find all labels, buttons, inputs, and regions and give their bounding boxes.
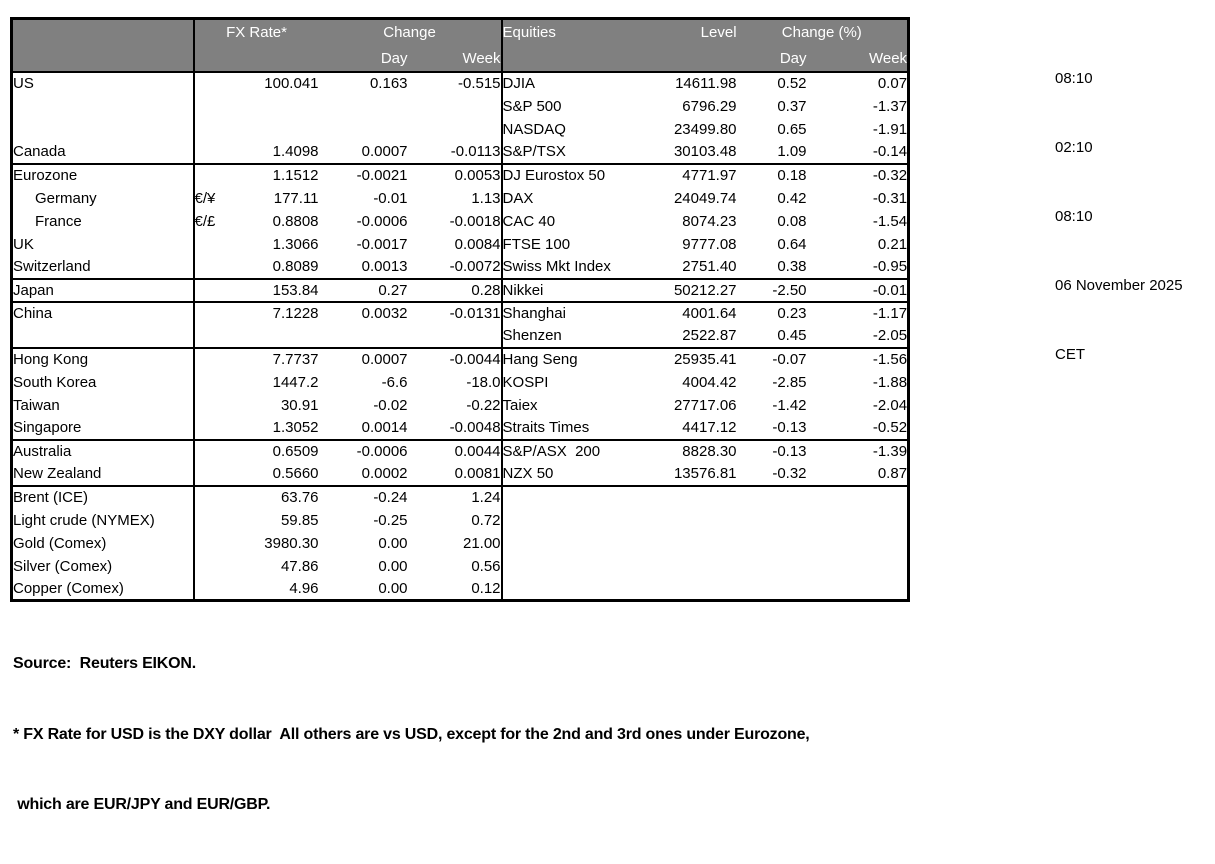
- equity-week-change: [807, 486, 909, 509]
- fx-day-change: 0.163: [369, 75, 408, 92]
- fx-rate-value: 63.76: [280, 489, 319, 506]
- fx-week-change: -0.0044: [449, 351, 501, 368]
- fx-week-change: 1.24: [471, 489, 501, 506]
- table-row: [12, 279, 909, 302]
- blank-header-cell: [194, 46, 242, 72]
- fx-day-subheader: Day: [319, 46, 408, 72]
- fx-week-change: 0.0081: [408, 463, 502, 486]
- equity-level: 4001.64: [682, 305, 737, 322]
- table-row: [12, 72, 909, 95]
- fx-pair-label: [194, 532, 242, 555]
- fx-region-label: Taiwan: [12, 394, 194, 417]
- equity-day-change: -0.13: [737, 417, 807, 440]
- equity-day-change: 0.37: [777, 97, 807, 115]
- equity-day-change: 0.38: [737, 256, 807, 279]
- fx-rate-value: 7.7737: [272, 351, 319, 368]
- equity-week-change: [807, 578, 909, 601]
- equity-level: [632, 578, 737, 601]
- fx-week-change: 1.13: [471, 189, 501, 207]
- equity-day-change: 0.64: [777, 235, 807, 253]
- update-time-1: 08:10: [1055, 70, 1093, 87]
- fx-day-change: -0.02: [373, 396, 408, 414]
- equity-level: 50212.27: [632, 279, 737, 302]
- fx-rate-value: 153.84: [242, 279, 319, 302]
- timezone-label: CET: [1055, 346, 1085, 363]
- equity-level: 8828.30: [682, 443, 737, 460]
- equity-level: [632, 486, 737, 509]
- equity-name: [502, 532, 632, 555]
- fx-week-change: 0.56: [471, 557, 501, 575]
- change-pct-header: Change (%): [737, 19, 909, 46]
- equity-week-change: -1.39: [872, 443, 908, 460]
- equity-level: 4771.97: [682, 167, 737, 184]
- equity-name: [502, 509, 632, 532]
- fx-rate-value: 177.11: [273, 189, 319, 207]
- fx-pair-label: [194, 141, 242, 164]
- fx-week-change: -0.0113: [408, 141, 502, 164]
- fx-week-change: 0.28: [408, 279, 502, 302]
- equity-level: 24049.74: [673, 189, 737, 207]
- fx-region-label: Brent (ICE): [12, 486, 194, 509]
- fx-rate-value: 1.3052: [242, 417, 319, 440]
- fx-rate-value: 0.8808: [272, 212, 319, 230]
- equity-level: [632, 532, 737, 555]
- fx-region-label: [12, 118, 194, 141]
- fx-region-label: Japan: [12, 279, 194, 302]
- equity-day-change: 0.45: [737, 325, 807, 348]
- fx-day-change: -6.6: [381, 373, 408, 391]
- fx-pair-label: [194, 417, 242, 440]
- table-row: [12, 486, 909, 509]
- fx-day-change: 0.27: [319, 279, 408, 302]
- equity-week-change: -1.88: [872, 373, 908, 391]
- fx-week-change: -18.0: [466, 373, 501, 391]
- equity-name: DJ Eurostox 50: [502, 164, 632, 187]
- fx-pair-label: €/¥: [194, 189, 216, 207]
- equity-name: Taiex: [502, 394, 632, 417]
- equity-day-change: -2.50: [737, 279, 807, 302]
- fx-region-label: France: [12, 210, 194, 233]
- fx-week-change: -0.0048: [408, 417, 502, 440]
- table-row: [12, 256, 909, 279]
- table-row: [12, 578, 909, 601]
- fx-day-change: -0.25: [373, 511, 408, 529]
- fx-rate-value: 0.6509: [272, 443, 319, 460]
- equity-name: CAC 40: [502, 210, 632, 233]
- fx-day-change: 0.0007: [361, 351, 408, 368]
- blank-header-cell: [12, 19, 194, 46]
- equity-day-change: -0.07: [772, 351, 807, 368]
- fx-region-label: Australia: [12, 440, 194, 463]
- equity-week-change: [807, 555, 909, 578]
- fx-pair-label: [194, 279, 242, 302]
- fx-day-change: [319, 118, 408, 141]
- fx-region-label: New Zealand: [12, 463, 194, 486]
- fx-region-label: Eurozone: [12, 164, 194, 187]
- equity-week-change: -1.91: [872, 120, 908, 138]
- equity-level: 8074.23: [682, 212, 737, 230]
- market-table-body: [12, 72, 909, 601]
- equity-day-change: [737, 555, 807, 578]
- table-row: [12, 532, 909, 555]
- fx-region-label: [12, 95, 194, 118]
- table-row: [12, 394, 909, 417]
- fx-region-label: Germany: [12, 187, 194, 210]
- table-header: [12, 19, 909, 72]
- fx-region-label: Hong Kong: [12, 348, 194, 371]
- equity-day-change: 0.52: [777, 75, 807, 92]
- fx-day-change: 0.0002: [319, 463, 408, 486]
- equity-level: 4417.12: [632, 417, 737, 440]
- equity-day-change: 0.18: [777, 167, 807, 184]
- equity-week-change: -0.31: [872, 189, 908, 207]
- blank-header-cell: [632, 46, 737, 72]
- equity-name: S&P 500: [502, 95, 632, 118]
- fx-pair-label: €/£: [194, 212, 216, 230]
- fx-pair-label: [194, 578, 242, 601]
- fx-region-label: Switzerland: [12, 256, 194, 279]
- fx-day-change: 0.00: [378, 579, 408, 597]
- equity-name: NASDAQ: [502, 118, 632, 141]
- fx-region-label: Copper (Comex): [12, 578, 194, 601]
- table-row: [12, 509, 909, 532]
- eq-day-subheader: Day: [737, 46, 807, 72]
- equities-header: Equities: [502, 19, 632, 46]
- equity-name: [502, 578, 632, 601]
- table-row: [12, 325, 909, 348]
- fx-rate-value: 30.91: [280, 396, 319, 414]
- level-header: Level: [632, 19, 737, 46]
- fx-pair-label: [194, 302, 242, 325]
- fx-week-change: 21.00: [462, 534, 501, 552]
- fx-rate-value: 7.1228: [272, 305, 319, 322]
- source-line: Source: Reuters EIKON.: [13, 655, 197, 672]
- header-row-1: [12, 19, 909, 46]
- equity-week-change: -2.04: [872, 396, 908, 414]
- equity-level: 23499.80: [673, 120, 737, 138]
- equity-week-change: -0.95: [807, 256, 909, 279]
- table-row: [12, 371, 909, 394]
- fx-day-change: [319, 325, 408, 348]
- fx-pair-label: [194, 394, 242, 417]
- equity-day-change: [737, 578, 807, 601]
- eq-week-subheader: Week: [807, 46, 909, 72]
- fx-pair-label: [194, 371, 242, 394]
- equity-level: 2751.40: [632, 256, 737, 279]
- fx-pair-label: [194, 256, 242, 279]
- equity-day-change: 0.23: [777, 305, 807, 322]
- fx-day-change: 0.0007: [319, 141, 408, 164]
- fx-week-change: -0.22: [466, 396, 501, 414]
- equity-name: S&P/ASX 200: [502, 440, 632, 463]
- fx-week-change: [408, 325, 502, 348]
- equity-name: Shanghai: [502, 302, 632, 325]
- fx-pair-label: [194, 348, 242, 371]
- fx-pair-label: [194, 555, 242, 578]
- fx-day-change: -0.0021: [356, 167, 408, 184]
- fx-day-change: -0.0017: [356, 235, 408, 253]
- equity-level: [632, 509, 737, 532]
- equity-day-change: -0.13: [772, 443, 807, 460]
- fx-rate-value: 3980.30: [264, 534, 319, 552]
- report-date: 06 November 2025: [1055, 277, 1183, 294]
- equity-name: DJIA: [502, 72, 632, 95]
- equity-level: 13576.81: [632, 463, 737, 486]
- equity-week-change: -0.52: [807, 417, 909, 440]
- equity-name: DAX: [502, 187, 632, 210]
- equity-day-change: 0.08: [777, 212, 807, 230]
- blank-header-cell: [242, 46, 319, 72]
- table-row: [12, 118, 909, 141]
- fx-week-change: -0.0018: [449, 212, 501, 230]
- fx-day-change: [319, 95, 408, 118]
- blank-header-cell: [502, 46, 632, 72]
- equity-week-change: 0.87: [807, 463, 909, 486]
- equity-name: Straits Times: [502, 417, 632, 440]
- fx-pair-label: [194, 440, 242, 463]
- fx-region-label: Silver (Comex): [12, 555, 194, 578]
- equity-day-change: 0.42: [777, 189, 807, 207]
- fx-rate-value: 0.8089: [242, 256, 319, 279]
- equity-level: 30103.48: [632, 141, 737, 164]
- equity-name: Nikkei: [502, 279, 632, 302]
- equity-day-change: 1.09: [737, 141, 807, 164]
- equity-level: 9777.08: [682, 235, 737, 253]
- equity-week-change: [807, 532, 909, 555]
- equity-name: Shenzen: [502, 325, 632, 348]
- fx-week-change: 0.12: [471, 579, 501, 597]
- equity-level: 2522.87: [632, 325, 737, 348]
- fx-pair-label: [194, 164, 242, 187]
- fx-pair-label: [194, 118, 242, 141]
- fx-day-change: 0.00: [378, 557, 408, 575]
- fx-region-label: Singapore: [12, 417, 194, 440]
- equity-day-change: -2.85: [772, 373, 807, 391]
- table-row: [12, 95, 909, 118]
- fx-rate-value: [242, 325, 319, 348]
- fx-pair-label: [194, 509, 242, 532]
- equity-day-change: -0.32: [737, 463, 807, 486]
- equity-day-change: [737, 486, 807, 509]
- fx-rate-value: 1.1512: [272, 167, 319, 184]
- table-row: [12, 210, 909, 233]
- equity-week-change: 0.21: [877, 235, 908, 253]
- market-table: [10, 17, 910, 602]
- fx-week-change: 0.0053: [454, 167, 501, 184]
- table-row: [12, 440, 909, 463]
- fx-region-label: South Korea: [12, 371, 194, 394]
- equity-week-change: -2.05: [807, 325, 909, 348]
- fx-region-label: UK: [12, 233, 194, 256]
- table-row: [12, 187, 909, 210]
- fx-pair-label: [194, 233, 242, 256]
- fx-region-label: Canada: [12, 141, 194, 164]
- equity-name: Swiss Mkt Index: [502, 256, 632, 279]
- fx-pair-label: [194, 95, 242, 118]
- footer-notes: [13, 605, 810, 864]
- fx-week-change: -0.0131: [449, 305, 501, 322]
- fx-week-change: [408, 95, 502, 118]
- fx-region-label: US: [12, 72, 194, 95]
- table-row: [12, 417, 909, 440]
- header-row-2: [12, 46, 909, 72]
- equity-day-change: -1.42: [772, 396, 807, 414]
- fx-rate-value: 1447.2: [272, 373, 319, 391]
- table-row: [12, 555, 909, 578]
- equity-level: 6796.29: [682, 97, 737, 115]
- timestamp-block: [1055, 21, 1183, 412]
- fx-day-change: 0.00: [378, 534, 408, 552]
- equity-level: [632, 555, 737, 578]
- equity-day-change: [737, 532, 807, 555]
- fx-day-change: -0.01: [373, 189, 408, 207]
- fx-rate-value: 47.86: [280, 557, 319, 575]
- fx-rate-value: [242, 95, 319, 118]
- equity-week-change: 0.07: [877, 75, 908, 92]
- fx-rate-value: 1.3066: [272, 235, 319, 253]
- fx-rate-value: 59.85: [280, 511, 319, 529]
- fx-day-change: 0.0032: [361, 305, 408, 322]
- fx-week-change: 0.72: [471, 511, 501, 529]
- fx-region-label: [12, 325, 194, 348]
- equity-week-change: -1.37: [872, 97, 908, 115]
- fx-rate-value: 0.5660: [242, 463, 319, 486]
- fx-rate-value: 100.041: [264, 75, 319, 92]
- table-row: [12, 348, 909, 371]
- table-row: [12, 164, 909, 187]
- fx-pair-label: [194, 463, 242, 486]
- equity-name: [502, 486, 632, 509]
- footnote-line-2: which are EUR/JPY and EUR/GBP.: [13, 796, 271, 813]
- fx-day-change: -0.0006: [356, 212, 408, 230]
- fx-day-change: -0.24: [373, 489, 408, 506]
- fx-pair-label: [194, 325, 242, 348]
- equity-level: 25935.41: [673, 351, 737, 368]
- equity-name: Hang Seng: [502, 348, 632, 371]
- fx-week-change: -0.515: [457, 75, 501, 92]
- fx-pair-label: [194, 486, 242, 509]
- fx-rate-header: FX Rate*: [194, 19, 319, 46]
- equity-week-change: -0.14: [807, 141, 909, 164]
- fx-rate-value: [242, 118, 319, 141]
- equity-week-change: -1.17: [872, 305, 908, 322]
- equity-level: 27717.06: [673, 396, 737, 414]
- table-row: [12, 463, 909, 486]
- equity-name: S&P/TSX: [502, 141, 632, 164]
- fx-region-label: China: [12, 302, 194, 325]
- fx-pair-label: [194, 72, 242, 95]
- fx-day-change: 0.0014: [319, 417, 408, 440]
- equity-name: [502, 555, 632, 578]
- equity-week-change: -1.56: [872, 351, 908, 368]
- equity-name: FTSE 100: [502, 233, 632, 256]
- table-row: [12, 233, 909, 256]
- fx-week-change: 0.0044: [454, 443, 501, 460]
- equity-week-change: [807, 509, 909, 532]
- footnote-line-1: * FX Rate for USD is the DXY dollar All others are vs USD, except for the 2nd and 3rd ones under Eurozone,: [13, 725, 810, 743]
- update-time-2: 02:10: [1055, 139, 1093, 156]
- equity-day-change: 0.65: [777, 120, 807, 138]
- fx-region-label: Gold (Comex): [12, 532, 194, 555]
- equity-week-change: -0.01: [807, 279, 909, 302]
- fx-day-change: -0.0006: [356, 443, 408, 460]
- equity-name: KOSPI: [502, 371, 632, 394]
- equity-day-change: [737, 509, 807, 532]
- table-row: [12, 302, 909, 325]
- fx-rate-value: 4.96: [289, 579, 319, 597]
- equity-name: NZX 50: [502, 463, 632, 486]
- table-row: [12, 141, 909, 164]
- equity-level: 4004.42: [682, 373, 737, 391]
- fx-week-change: [408, 118, 502, 141]
- fx-change-header: Change: [319, 19, 502, 46]
- fx-week-change: 0.0084: [454, 235, 501, 253]
- fx-region-label: Light crude (NYMEX): [12, 509, 194, 532]
- fx-week-subheader: Week: [408, 46, 502, 72]
- blank-header-cell: [12, 46, 194, 72]
- fx-rate-value: 1.4098: [242, 141, 319, 164]
- fx-day-change: 0.0013: [319, 256, 408, 279]
- equity-level: 14611.98: [675, 75, 737, 92]
- equity-week-change: -1.54: [872, 212, 908, 230]
- equity-week-change: -0.32: [872, 167, 908, 184]
- update-time-3: 08:10: [1055, 208, 1093, 225]
- fx-week-change: -0.0072: [408, 256, 502, 279]
